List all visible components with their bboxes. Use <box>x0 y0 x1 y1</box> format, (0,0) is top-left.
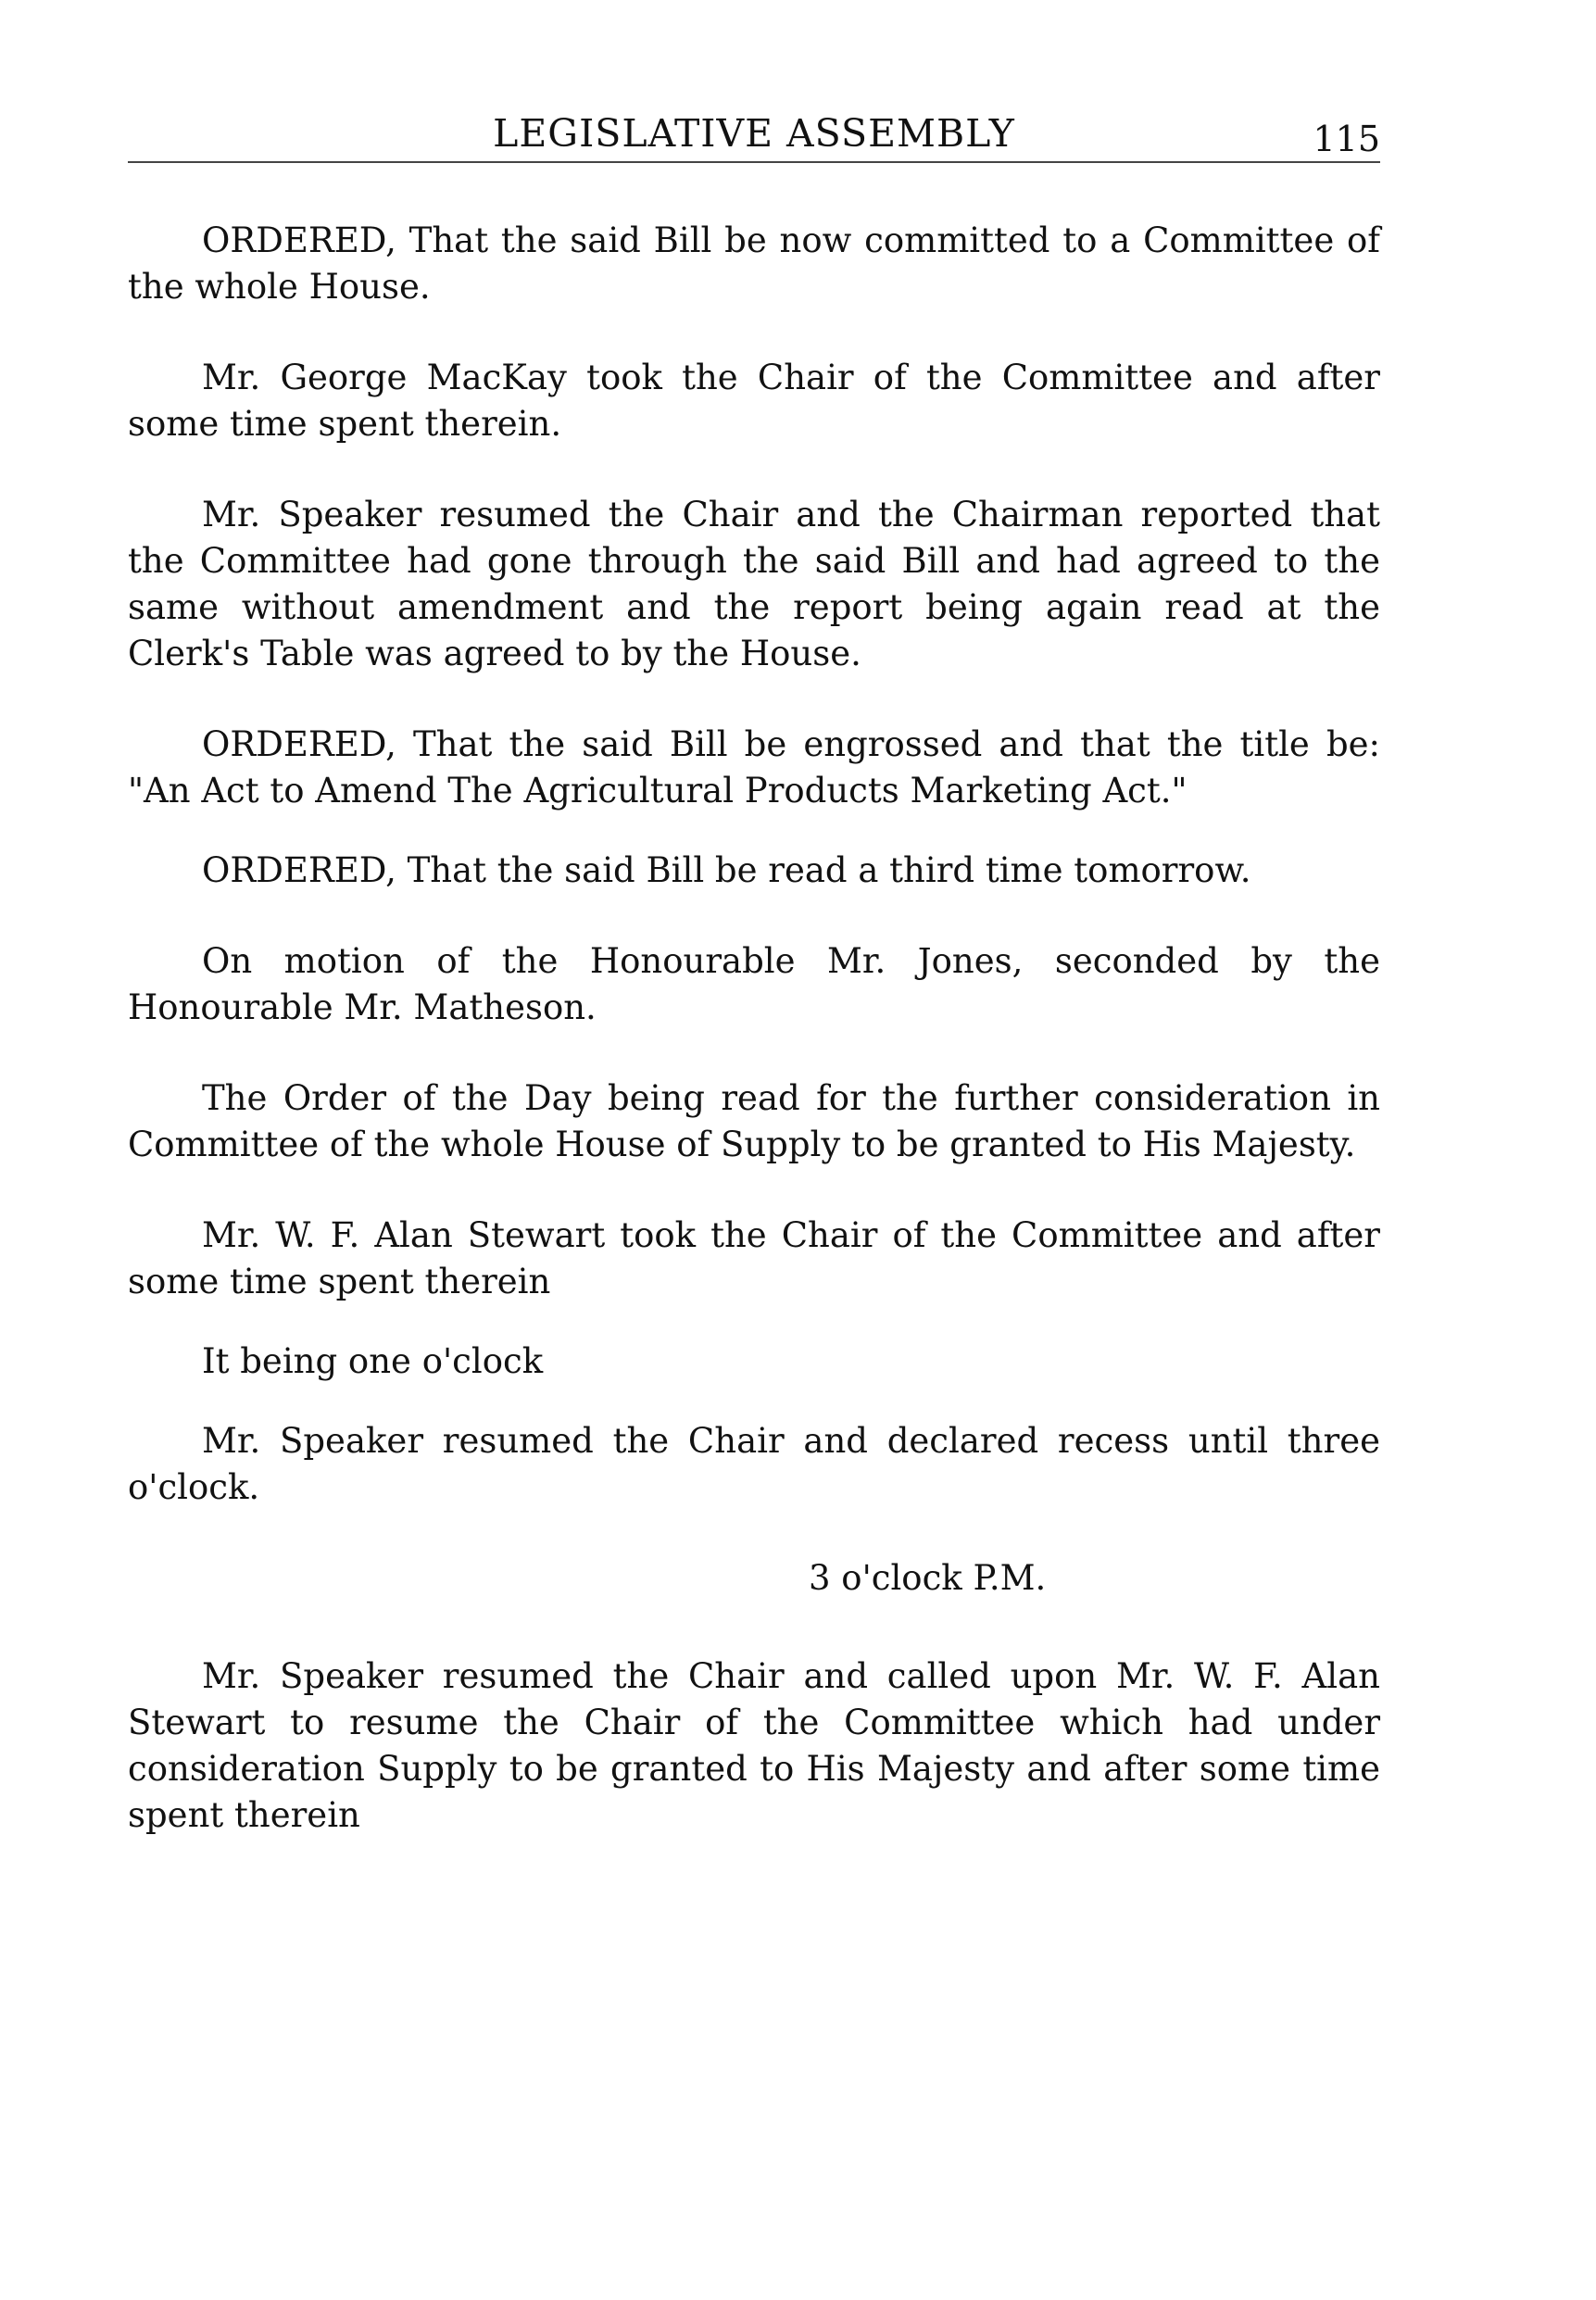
paragraph-committed-to-committee: ORDERED, That the said Bill be now committed to a Committee of the whole House. <box>128 220 1380 307</box>
paragraph-third-reading: ORDERED, That the said Bill be read a third time tomorrow. <box>202 850 1251 890</box>
paragraph-one-oclock: It being one o'clock <box>202 1341 544 1381</box>
time-heading: 3 o'clock P.M. <box>809 1558 1047 1598</box>
paragraph-recess: Mr. Speaker resumed the Chair and declared recess until three o'clock. <box>128 1421 1380 1507</box>
paragraph-motion-jones: On motion of the Honourable Mr. Jones, seconded by the Honourable Mr. Matheson. <box>128 941 1380 1027</box>
header-rule <box>128 161 1380 163</box>
page-header <box>128 109 1380 174</box>
body-text <box>128 218 1380 1883</box>
paragraph-bill-engrossed: ORDERED, That the said Bill be engrossed and that the title be: "An Act to Amend The Agricultural Products Marketing Act." <box>128 724 1380 811</box>
paragraph-stewart-chair: Mr. W. F. Alan Stewart took the Chair of the Committee and after some time spent therein <box>128 1215 1380 1301</box>
paragraph-afternoon-resumption: Mr. Speaker resumed the Chair and called upon Mr. W. F. Alan Stewart to resume the Chair of the Committee which had under consideration Supply to be granted to His Majesty and after some time spent therein <box>128 1656 1380 1835</box>
header-title: LEGISLATIVE ASSEMBLY <box>493 111 1015 156</box>
paragraph-speaker-resumed-report: Mr. Speaker resumed the Chair and the Chairman reported that the Committee had gone through the said Bill and had agreed to the same without amendment and the report being again read at the Clerk's Table was agreed to by the House. <box>128 495 1380 673</box>
page-number: 115 <box>1313 119 1380 159</box>
paragraph-mackay-chair: Mr. George MacKay took the Chair of the Committee and after some time spent therein. <box>128 358 1380 444</box>
paragraph-order-of-day: The Order of the Day being read for the further consideration in Committee of the whole House of Supply to be granted to His Majesty. <box>128 1078 1380 1164</box>
